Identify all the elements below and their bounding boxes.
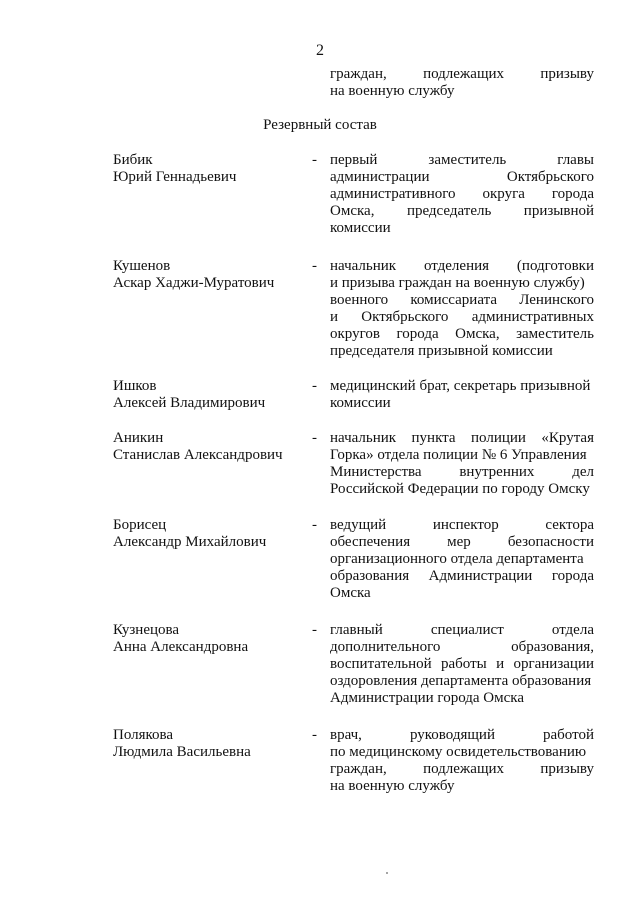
member-surname: Бибик (113, 152, 153, 168)
text-line (330, 656, 594, 673)
word: специалист (430, 622, 504, 638)
word: обеспечения (330, 534, 411, 550)
member-surname: Кузнецова (113, 622, 180, 638)
word: сектора (545, 517, 594, 533)
text-line (330, 568, 594, 585)
text-line (330, 326, 594, 343)
page-number: 2 (316, 42, 324, 59)
word: мер (447, 534, 471, 550)
text-line (330, 292, 594, 309)
word: полиции (471, 430, 526, 446)
word: работы (441, 656, 487, 672)
entry-dash: - (312, 517, 317, 533)
text-line (330, 761, 594, 778)
member-position (330, 622, 594, 707)
text-line (330, 186, 594, 203)
member-surname: Полякова (113, 727, 174, 743)
word: главы (557, 152, 594, 168)
text-line (330, 258, 594, 275)
word: «Крутая (541, 430, 594, 446)
member-position (330, 152, 594, 237)
text-line (330, 464, 594, 481)
entry-dash: - (312, 378, 317, 394)
member-given-names: Юрий Геннадьевич (113, 169, 237, 185)
member-given-names: Александр Михайлович (113, 534, 267, 550)
word: города (551, 568, 594, 584)
word: Октябрьского (361, 309, 449, 325)
entry-dash: - (312, 622, 317, 638)
word: руководящий (409, 727, 495, 743)
text-line (330, 517, 594, 534)
word: организации (513, 656, 594, 672)
word: граждан, (330, 761, 387, 777)
member-position (330, 517, 594, 602)
text-line (330, 66, 594, 83)
word: Министерства (330, 464, 422, 480)
text-line: Омска (330, 585, 371, 601)
text-line: Российской Федерации по городу Омску (330, 481, 590, 497)
word: пункта (411, 430, 456, 446)
word: Омска, (330, 203, 375, 219)
member-name (113, 430, 303, 464)
word: (подготовки (516, 258, 594, 274)
member-surname: Аникин (113, 430, 164, 446)
word: первый (330, 152, 378, 168)
text-line (330, 203, 594, 220)
text-line (330, 152, 594, 169)
member-name (113, 258, 303, 292)
member-surname: Борисец (113, 517, 167, 533)
member-given-names: Станислав Александрович (113, 447, 283, 463)
word: дополнительного (330, 639, 441, 655)
word: комиссариата (410, 292, 497, 308)
entry-dash: - (312, 727, 317, 743)
text-line (330, 639, 594, 656)
text-line: на военную службу (330, 83, 455, 99)
word: врач, (330, 727, 362, 743)
word: и (330, 309, 339, 325)
text-line (330, 430, 594, 447)
word: внутренних (459, 464, 535, 480)
member-position (330, 727, 594, 795)
member-surname: Ишков (113, 378, 157, 394)
member-name (113, 152, 303, 186)
member-name (113, 727, 303, 761)
word: и (496, 656, 505, 672)
text-line: комиссии (330, 220, 391, 236)
member-name (113, 622, 303, 656)
member-name (113, 378, 303, 412)
word: административных (471, 309, 594, 325)
word: города (551, 186, 594, 202)
word: города (396, 326, 439, 342)
entry-dash: - (312, 258, 317, 274)
member-name (113, 517, 303, 551)
member-surname: Кушенов (113, 258, 171, 274)
word: округов (330, 326, 380, 342)
text-line: медицинский брат, секретарь призывной (330, 378, 591, 394)
word: призыву (540, 66, 594, 82)
member-given-names: Людмила Васильевна (113, 744, 251, 760)
word: Октябрьского (506, 169, 594, 185)
word: подлежащих (423, 66, 505, 82)
entry-dash: - (312, 152, 317, 168)
word: Омска, (455, 326, 500, 342)
word: административного (330, 186, 456, 202)
word: начальник (330, 258, 397, 274)
text-line (330, 309, 594, 326)
text-line: Администрации города Омска (330, 690, 525, 706)
member-given-names: Аскар Хаджи-Муратович (113, 275, 275, 291)
word: граждан, (330, 66, 387, 82)
text-line: комиссии (330, 395, 391, 411)
entry-dash: - (312, 430, 317, 446)
text-line: организационного отдела департамента (330, 551, 584, 567)
word: заместитель (516, 326, 594, 342)
word: образования (330, 568, 410, 584)
word: образования, (511, 639, 594, 655)
word: ведущий (330, 517, 387, 533)
text-line: на военную службу (330, 778, 455, 794)
text-line (330, 534, 594, 551)
word: инспектор (432, 517, 499, 533)
scan-speck (386, 872, 388, 874)
text-line: оздоровления департамента образования (330, 673, 592, 689)
member-given-names: Алексей Владимирович (113, 395, 266, 411)
text-line: Горка» отдела полиции № 6 Управления (330, 447, 587, 463)
word: военного (330, 292, 389, 308)
word: заместитель (428, 152, 507, 168)
word: отделения (423, 258, 490, 274)
text-line (330, 622, 594, 639)
word: призыву (540, 761, 594, 777)
word: Ленинского (519, 292, 594, 308)
member-position (330, 430, 594, 498)
word: подлежащих (423, 761, 505, 777)
text-line: по медицинскому освидетельствованию (330, 744, 587, 760)
word: дел (572, 464, 594, 480)
text-line: председателя призывной комиссии (330, 343, 553, 359)
word: округа (482, 186, 525, 202)
word: Администрации (428, 568, 533, 584)
continuation-text (330, 66, 594, 100)
member-given-names: Анна Александровна (113, 639, 249, 655)
member-position (330, 378, 594, 412)
word: председатель (406, 203, 492, 219)
section-heading: Резервный состав (263, 117, 377, 133)
text-line (330, 169, 594, 186)
text-line (330, 727, 594, 744)
word: воспитательной (330, 656, 432, 672)
word: безопасности (507, 534, 594, 550)
word: начальник (330, 430, 397, 446)
word: отдела (551, 622, 594, 638)
text-line: и призыва граждан на военную службу) (330, 275, 585, 291)
word: работой (543, 727, 594, 743)
word: главный (330, 622, 383, 638)
member-position (330, 258, 594, 360)
word: призывной (523, 203, 594, 219)
word: администрации (330, 169, 430, 185)
